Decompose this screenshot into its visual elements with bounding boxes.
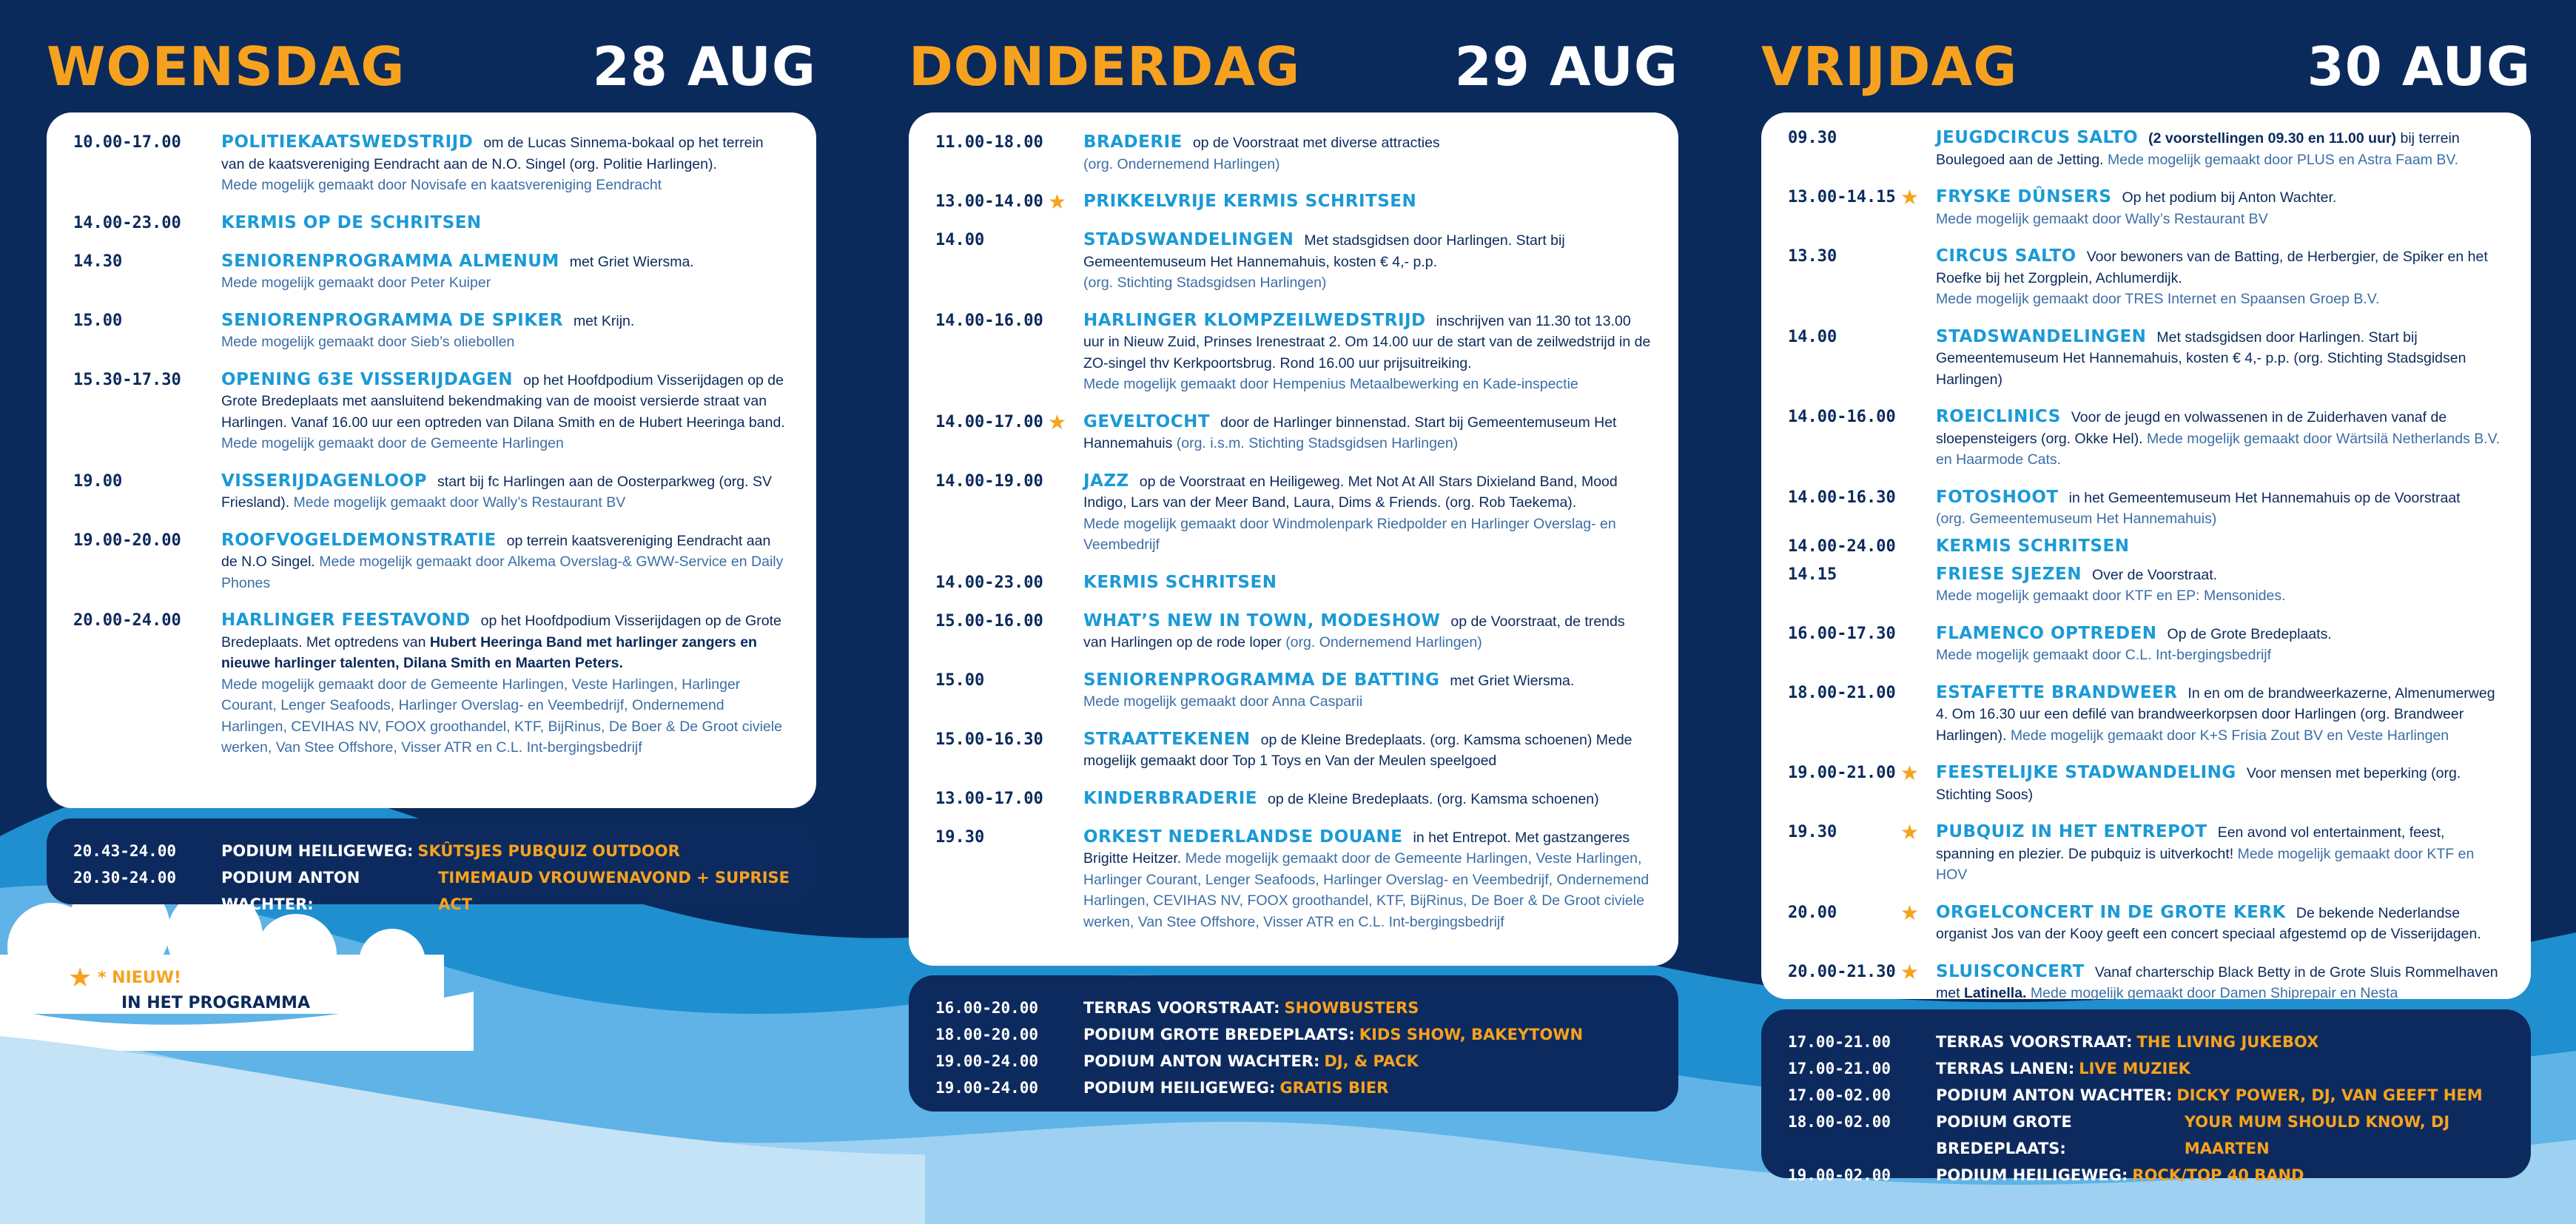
event-desc: De bekende Nederlandse organist Jos van der Kooy geeft een concert speciaal afgestemd op de Visserijdagen. xyxy=(1936,904,2481,942)
event-desc: om de Lucas Sinnema-bokaal op het terrein van de kaatsvereniging Eendracht aan de N.O. Singel (org. Politie Harlingen). xyxy=(221,135,764,172)
event-title: SLUISCONCERT xyxy=(1936,961,2085,981)
event-item xyxy=(935,191,1652,213)
event-item xyxy=(935,611,1652,653)
day-name: WOENSDAG xyxy=(47,36,406,98)
evening-time: 17.00-21.00 xyxy=(1788,1033,1891,1051)
event-time: 13.00-17.00 xyxy=(935,789,1043,808)
day-header xyxy=(1761,33,2531,100)
event-title: STADSWANDELINGEN xyxy=(1936,326,2147,346)
event-time: 19.00-21.00 xyxy=(1788,764,1896,782)
evening-program xyxy=(47,818,816,913)
event-time: 13.30 xyxy=(1788,247,1837,266)
event-title: FOTOSHOOT xyxy=(1936,487,2059,507)
event-item xyxy=(1788,246,2504,310)
evening-line xyxy=(1788,1109,2504,1162)
event-time: 19.30 xyxy=(1788,823,1837,841)
star-icon: ★ xyxy=(1048,190,1067,213)
event-item xyxy=(935,411,1652,454)
event-item xyxy=(935,827,1652,933)
day-date: 29 AUG xyxy=(1454,36,1678,98)
event-item xyxy=(73,310,790,353)
evening-line xyxy=(935,995,1652,1021)
event-item xyxy=(1788,487,2504,530)
evening-venue: PODIUM ANTON WACHTER: xyxy=(1936,1086,2173,1104)
event-time: 14.00 xyxy=(1788,327,1837,346)
evening-venue: PODIUM HEILIGEWEG: xyxy=(1936,1166,2128,1184)
event-title: SENIORENPROGRAMMA ALMENUM xyxy=(221,251,559,271)
event-title: STADSWANDELINGEN xyxy=(1083,230,1294,249)
event-highlight: Hubert Heeringa Band met harlinger zangers en nieuwe harlinger talenten, Dilana Smith en Maarten Peters. xyxy=(221,633,757,671)
evening-act: LIVE MUZIEK xyxy=(2079,1060,2190,1077)
evening-line xyxy=(1788,1162,2504,1188)
event-title: POLITIEKAATSWEDSTRIJD xyxy=(221,132,474,152)
event-credit: Mede mogelijk gemaakt door C.L. Int-bergingsbedrijf xyxy=(1936,647,2272,663)
event-desc: Over de Voorstraat. xyxy=(2091,566,2218,583)
event-desc: inschrijven van 11.30 tot 13.00 uur in Nieuw Zuid, Prinses Irenestraat 2. Om 14.00 uur de start van de zeilwedstrijd in de ZO-singel thv Kerkpoortsbrug. Rond 16.00 uur prijsuitreiking. xyxy=(1083,312,1651,371)
event-item xyxy=(1788,127,2504,170)
event-item xyxy=(1788,326,2504,391)
event-time: 15.00-16.30 xyxy=(935,730,1043,749)
event-title: VISSERIJDAGENLOOP xyxy=(221,471,428,491)
event-title: KINDERBRADERIE xyxy=(1083,788,1257,808)
event-title: JEUGDCIRCUS SALTO xyxy=(1936,128,2139,147)
new-in-program-legend xyxy=(68,963,310,1016)
event-credit: (org. Ondernemend Harlingen) xyxy=(1083,155,1280,172)
event-title: OPENING 63E VISSERIJDAGEN xyxy=(221,369,514,389)
evening-line xyxy=(935,1021,1652,1048)
event-title: GEVELTOCHT xyxy=(1083,411,1211,431)
event-time: 14.00-17.00 xyxy=(935,412,1043,431)
evening-venue: PODIUM HEILIGEWEG: xyxy=(1083,1079,1276,1097)
evening-act: SHOWBUSTERS xyxy=(1284,999,1419,1017)
event-time: 15.00-16.00 xyxy=(935,611,1043,631)
event-desc: Voor bewoners van de Batting, de Herbergier, de Spiker en het Roefke bij het Zorgplein, Achlumerdijk. xyxy=(1936,249,2488,286)
event-item xyxy=(1788,623,2504,666)
event-title: ORKEST NEDERLANDSE DOUANE xyxy=(1083,827,1403,847)
evening-time: 16.00-20.00 xyxy=(935,999,1039,1017)
evening-venue: PODIUM ANTON WACHTER: xyxy=(221,869,360,913)
event-title: FRIESE SJEZEN xyxy=(1936,564,2082,584)
event-item xyxy=(935,788,1652,810)
event-time: 20.00 xyxy=(1788,903,1837,922)
event-title: HARLINGER KLOMPZEILWEDSTRIJD xyxy=(1083,310,1426,330)
star-icon: ★ xyxy=(1900,901,1920,924)
event-highlight: (2 voorstellingen 09.30 en 11.00 uur) xyxy=(2148,130,2397,147)
event-time: 11.00-18.00 xyxy=(935,133,1043,152)
event-desc: Een avond vol entertainment, feest, spanning en plezier. De pubquiz is uitverkocht! xyxy=(1936,824,2445,862)
event-item xyxy=(1788,406,2504,471)
event-item xyxy=(73,369,790,454)
event-credit: Mede mogelijk gemaakt door TRES Internet en Spaansen Groep B.V. xyxy=(1936,291,2380,307)
event-desc: Met stadsgidsen door Harlingen. Start bij Gemeentemuseum Het Hannemahuis, kosten € 4,- p.p. xyxy=(1083,232,1565,270)
evening-time: 20.43-24.00 xyxy=(73,842,177,860)
day-header xyxy=(909,33,1678,100)
evening-time: 18.00-02.00 xyxy=(1788,1113,1891,1131)
program-card xyxy=(909,112,1678,966)
event-desc: op de Kleine Bredeplaats. (org. Kamsma schoenen) xyxy=(1267,790,1599,807)
event-time: 19.00 xyxy=(73,471,123,491)
evening-program xyxy=(909,975,1678,1112)
evening-act: ROCK/TOP 40 BAND xyxy=(2132,1166,2304,1184)
event-credit: (org. i.s.m. Stichting Stadsgidsen Harlingen) xyxy=(1176,435,1459,451)
event-item xyxy=(1788,762,2504,805)
evening-time: 18.00-20.00 xyxy=(935,1026,1039,1043)
evening-act: DICKY POWER, DJ, VAN GEEFT HEM xyxy=(2176,1086,2483,1104)
event-credit: (org. Gemeentemuseum Het Hannemahuis) xyxy=(1936,511,2217,527)
event-time: 09.30 xyxy=(1788,129,1837,147)
event-title: KERMIS OP DE SCHRITSEN xyxy=(221,212,482,232)
event-desc: in het Entrepot. Met gastzangeres Brigitte Heitzer. xyxy=(1083,829,1630,867)
evening-venue: TERRAS VOORSTRAAT: xyxy=(1936,1033,2133,1051)
event-desc: met Krijn. xyxy=(573,312,635,329)
evening-act: SKÛTSJES PUBQUIZ OUTDOOR xyxy=(417,842,680,860)
event-desc: op het Hoofdpodium Visserijdagen op de Grote Bredeplaats met aansluitend bekendmaking van de mooist versierde straat van Harlingen. Vanaf 16.00 uur een optreden van Dilana Smith en de Hubert Heeringa band. xyxy=(221,371,785,431)
event-time: 18.00-21.00 xyxy=(1788,683,1896,702)
event-desc: op de Voorstraat en Heiligeweg. Met Not At All Stars Dixieland Band, Mood Indigo, Lars van der Meer Band, Laura, Dims & Friends. (org. Rob Taekema). xyxy=(1083,473,1618,511)
event-credit: Mede mogelijk gemaakt door Wally’s Restaurant BV xyxy=(1936,210,2268,227)
evening-line xyxy=(73,864,790,918)
evening-time: 17.00-02.00 xyxy=(1788,1086,1891,1104)
event-title: SENIORENPROGRAMMA DE BATTING xyxy=(1083,670,1440,690)
event-credit: Mede mogelijk gemaakt door Windmolenpark Riedpolder en Harlinger Overslag- en Veembedrijf xyxy=(1083,515,1616,553)
program-card xyxy=(1761,112,2531,999)
event-item xyxy=(935,310,1652,395)
event-time: 13.00-14.15 xyxy=(1788,188,1896,206)
event-time: 13.00-14.00 xyxy=(935,192,1043,211)
evening-act: GRATIS BIER xyxy=(1279,1079,1389,1097)
event-desc: door de Harlinger binnenstad. Start bij Gemeentemuseum Het Hannemahuis xyxy=(1083,414,1617,451)
event-item xyxy=(73,212,790,235)
event-time: 15.00 xyxy=(935,670,985,690)
event-desc: Met stadsgidsen door Harlingen. Start bij Gemeentemuseum Het Hannemahuis, kosten € 4,- p.p. (org. Stichting Stadsgidsen Harlingen) xyxy=(1936,329,2466,388)
event-item xyxy=(73,251,790,294)
event-time: 19.30 xyxy=(935,827,985,847)
evening-program xyxy=(1761,1009,2531,1184)
event-time: 15.00 xyxy=(73,311,123,330)
day-date: 28 AUG xyxy=(592,36,816,98)
event-title: WHAT’S NEW IN TOWN, MODESHOW xyxy=(1083,611,1441,631)
event-time: 14.00-16.00 xyxy=(935,311,1043,330)
event-title: STRAATTEKENEN xyxy=(1083,729,1251,749)
evening-line xyxy=(1788,1082,2504,1109)
evening-line xyxy=(73,838,790,864)
event-item xyxy=(935,229,1652,294)
event-title: FRYSKE DÛNSERS xyxy=(1936,187,2112,206)
evening-act: THE LIVING JUKEBOX xyxy=(2136,1033,2319,1051)
event-credit: (org. Stichting Stadsgidsen Harlingen) xyxy=(1083,275,1327,291)
evening-venue: PODIUM HEILIGEWEG: xyxy=(221,842,414,860)
star-icon: ★ xyxy=(1900,821,1920,844)
event-time: 14.00-23.00 xyxy=(935,573,1043,592)
event-credit: Mede mogelijk gemaakt door KTF en EP: Mensonides. xyxy=(1936,588,2286,604)
star-icon: ★ xyxy=(1900,960,1920,983)
evening-venue: PODIUM GROTE BREDEPLAATS: xyxy=(1083,1026,1355,1043)
evening-line xyxy=(935,1048,1652,1075)
evening-time: 19.00-02.00 xyxy=(1788,1166,1891,1184)
event-item xyxy=(1788,186,2504,229)
event-title: HARLINGER FEESTAVOND xyxy=(221,611,471,630)
event-desc: op de Voorstraat, de trends van Harlingen op de rode loper xyxy=(1083,613,1625,650)
evening-time: 17.00-21.00 xyxy=(1788,1060,1891,1077)
event-time: 14.00-16.00 xyxy=(1788,408,1896,426)
evening-line xyxy=(935,1075,1652,1101)
legend-text: IN HET PROGRAMMA xyxy=(121,994,310,1012)
evening-venue: TERRAS LANEN: xyxy=(1936,1060,2075,1077)
evening-time: 19.00-24.00 xyxy=(935,1052,1039,1070)
event-item xyxy=(1788,961,2504,1004)
event-desc: Op de Grote Bredeplaats. xyxy=(2167,625,2332,642)
evening-act: KIDS SHOW, BAKEYTOWN xyxy=(1359,1026,1584,1043)
evening-time: 20.30-24.00 xyxy=(73,869,177,887)
event-desc: bij terrein Boulegoed aan de Jetting. xyxy=(1936,130,2460,168)
star-icon: ★ xyxy=(1048,410,1067,434)
event-time: 10.00-17.00 xyxy=(73,133,181,152)
event-item xyxy=(1788,821,2504,886)
evening-venue: TERRAS VOORSTRAAT: xyxy=(1083,999,1280,1017)
event-time: 14.30 xyxy=(73,252,123,271)
event-time: 20.00-21.30 xyxy=(1788,962,1896,981)
evening-time: 19.00-24.00 xyxy=(935,1079,1039,1097)
event-time: 14.00 xyxy=(935,231,985,249)
event-title: FEESTELIJKE STADWANDELING xyxy=(1936,763,2236,782)
event-title: SENIORENPROGRAMMA DE SPIKER xyxy=(221,310,563,330)
event-item xyxy=(73,132,790,196)
event-time: 15.30-17.30 xyxy=(73,370,181,389)
event-highlight: Latinella. xyxy=(1963,985,2027,1001)
event-title: CIRCUS SALTO xyxy=(1936,246,2076,266)
event-time: 14.00-24.00 xyxy=(1788,537,1896,556)
event-item xyxy=(935,471,1652,556)
day-name: VRIJDAG xyxy=(1761,36,2018,98)
event-credit: Mede mogelijk gemaakt door Damen Shiprepair en Nesta xyxy=(2030,985,2398,1001)
evening-venue: PODIUM GROTE BREDEPLAATS: xyxy=(1936,1113,2072,1157)
event-time: 14.15 xyxy=(1788,565,1837,584)
evening-act: YOUR MUM SHOULD KNOW, DJ MAARTEN xyxy=(2184,1113,2450,1157)
event-credit: Mede mogelijk gemaakt door Peter Kuiper xyxy=(221,275,491,291)
event-item xyxy=(935,670,1652,713)
event-item xyxy=(935,572,1652,594)
star-icon: ★ xyxy=(68,963,93,993)
event-desc: met Griet Wiersma. xyxy=(569,253,694,270)
event-credit: Mede mogelijk gemaakt door Anna Casparii xyxy=(1083,693,1363,710)
event-credit: Mede mogelijk gemaakt door Hempenius Metaalbewerking en Kade-inspectie xyxy=(1083,376,1578,392)
event-desc: start bij fc Harlingen aan de Oosterparkweg (org. SV Friesland). xyxy=(221,473,772,511)
event-item xyxy=(1788,682,2504,747)
event-credit: Mede mogelijk gemaakt door K+S Frisia Zout BV en Veste Harlingen xyxy=(2010,727,2449,744)
event-item xyxy=(935,132,1652,175)
star-icon: ★ xyxy=(1900,186,1920,209)
event-desc: Op het podium bij Anton Wachter. xyxy=(2122,189,2337,206)
event-desc: op terrein kaatsvereniging Eendracht aan de N.O Singel. xyxy=(221,532,771,570)
event-time: 16.00-17.30 xyxy=(1788,624,1896,643)
event-credit: Mede mogelijk gemaakt door Wally’s Restaurant BV xyxy=(293,494,626,511)
event-item xyxy=(73,530,790,594)
event-time: 14.00-19.00 xyxy=(935,471,1043,491)
event-title: ROOFVOGELDEMONSTRATIE xyxy=(221,530,497,550)
event-time: 14.00-16.30 xyxy=(1788,488,1896,507)
event-credit: Mede mogelijk gemaakt door Wärtsilä Netherlands B.V. en Haarmode Cats. xyxy=(1936,430,2501,468)
day-name: DONDERDAG xyxy=(909,36,1301,98)
day-header xyxy=(47,33,816,100)
event-desc: Vanaf charterschip Black Betty in de Grote Sluis Rommelhaven met xyxy=(1936,964,2498,1001)
event-title: PRIKKELVRIJE KERMIS SCHRITSEN xyxy=(1083,192,1417,211)
evening-act: DJ, & PACK xyxy=(1324,1052,1419,1070)
evening-venue: PODIUM ANTON WACHTER: xyxy=(1083,1052,1320,1070)
event-credit: Mede mogelijk gemaakt door Alkema Overslag-& GWW-Service en Daily Phones xyxy=(221,554,784,591)
event-credit: Mede mogelijk gemaakt door Sieb’s oliebollen xyxy=(221,334,515,350)
event-title: ORGELCONCERT IN DE GROTE KERK xyxy=(1936,902,2286,922)
event-item xyxy=(73,471,790,514)
event-desc: in het Gemeentemuseum Het Hannemahuis op de Voorstraat xyxy=(2068,489,2461,506)
event-credit: Mede mogelijk gemaakt door de Gemeente Harlingen, Veste Harlingen, Harlinger Courant, Lenger Seafoods, Harlinger Overslag- en Veembedrijf, Ondernemend Harlingen, CEVIHAS NV, FOOX groothandel, KTF, BijRinus, De Boer & De Groot civiele werken, Van Stee Offshore, Visser ATR en C.L. Int-bergingsbedrijf xyxy=(1083,850,1649,930)
star-icon: ★ xyxy=(1900,761,1920,784)
legend-new-label: * NIEUW! xyxy=(97,969,181,987)
event-title: FLAMENCO OPTREDEN xyxy=(1936,623,2157,643)
program-card xyxy=(47,112,816,808)
event-item xyxy=(935,729,1652,772)
event-title: KERMIS SCHRITSEN xyxy=(1083,572,1277,592)
event-time: 20.00-24.00 xyxy=(73,611,181,630)
event-desc: In en om de brandweerkazerne, Almenumerweg 4. Om 16.30 uur een defilé van brandweerkorpsen door Harlingen (org. Brandweer Harlingen). xyxy=(1936,685,2495,744)
event-title: ROEICLINICS xyxy=(1936,407,2061,426)
event-title: ESTAFETTE BRANDWEER xyxy=(1936,682,2178,702)
event-desc: Voor de jeugd en volwassenen in de Zuiderhaven vanaf de sloepensteigers (org. Okke Hel). xyxy=(1936,409,2447,447)
event-time: 14.00-23.00 xyxy=(73,213,181,232)
event-desc: Voor mensen met beperking (org. Stichting Soos) xyxy=(1936,765,2461,803)
evening-line xyxy=(1788,1055,2504,1082)
event-time: 19.00-20.00 xyxy=(73,531,181,550)
event-credit: Mede mogelijk gemaakt door PLUS en Astra Faam BV. xyxy=(2108,151,2459,168)
event-credit: Mede mogelijk gemaakt door Novisafe en kaatsvereniging Eendracht xyxy=(221,177,662,193)
event-credit: Mede mogelijk gemaakt door KTF en HOV xyxy=(1936,845,2475,883)
event-title: BRADERIE xyxy=(1083,132,1183,152)
event-credit: Mede mogelijk gemaakt door de Gemeente Harlingen, Veste Harlingen, Harlinger Courant, Lenger Seafoods, Harlinger Overslag- en Veembedrijf, Ondernemend Harlingen, CEVIHAS NV, FOOX groothandel, KTF, BijRinus, De Boer & De Groot civiele werken, Van Stee Offshore, Visser ATR en C.L. Int-bergingsbedrijf xyxy=(221,676,782,756)
event-desc: op de Kleine Bredeplaats. (org. Kamsma schoenen) Mede mogelijk gemaakt door Top 1 Toys en Van der Meulen speelgoed xyxy=(1083,731,1632,769)
event-credit: (org. Ondernemend Harlingen) xyxy=(1285,634,1482,650)
event-desc: met Griet Wiersma. xyxy=(1450,672,1575,689)
event-desc: op het Hoofdpodium Visserijdagen op de Grote Bredeplaats. Met optredens van xyxy=(221,613,781,650)
event-item xyxy=(73,610,790,759)
event-item xyxy=(1788,902,2504,945)
event-credit: Mede mogelijk gemaakt door de Gemeente Harlingen xyxy=(221,435,564,451)
day-date: 30 AUG xyxy=(2307,36,2531,98)
event-item xyxy=(1788,536,2504,558)
event-item xyxy=(1788,564,2504,607)
event-title: PUBQUIZ IN HET ENTREPOT xyxy=(1936,822,2207,841)
event-title: JAZZ xyxy=(1083,471,1129,491)
evening-line xyxy=(1788,1029,2504,1055)
event-title: KERMIS SCHRITSEN xyxy=(1936,536,2130,556)
event-desc: op de Voorstraat met diverse attracties xyxy=(1192,135,1440,151)
evening-act: TIMEMAUD VROUWENAVOND + SUPRISE ACT xyxy=(438,869,790,913)
